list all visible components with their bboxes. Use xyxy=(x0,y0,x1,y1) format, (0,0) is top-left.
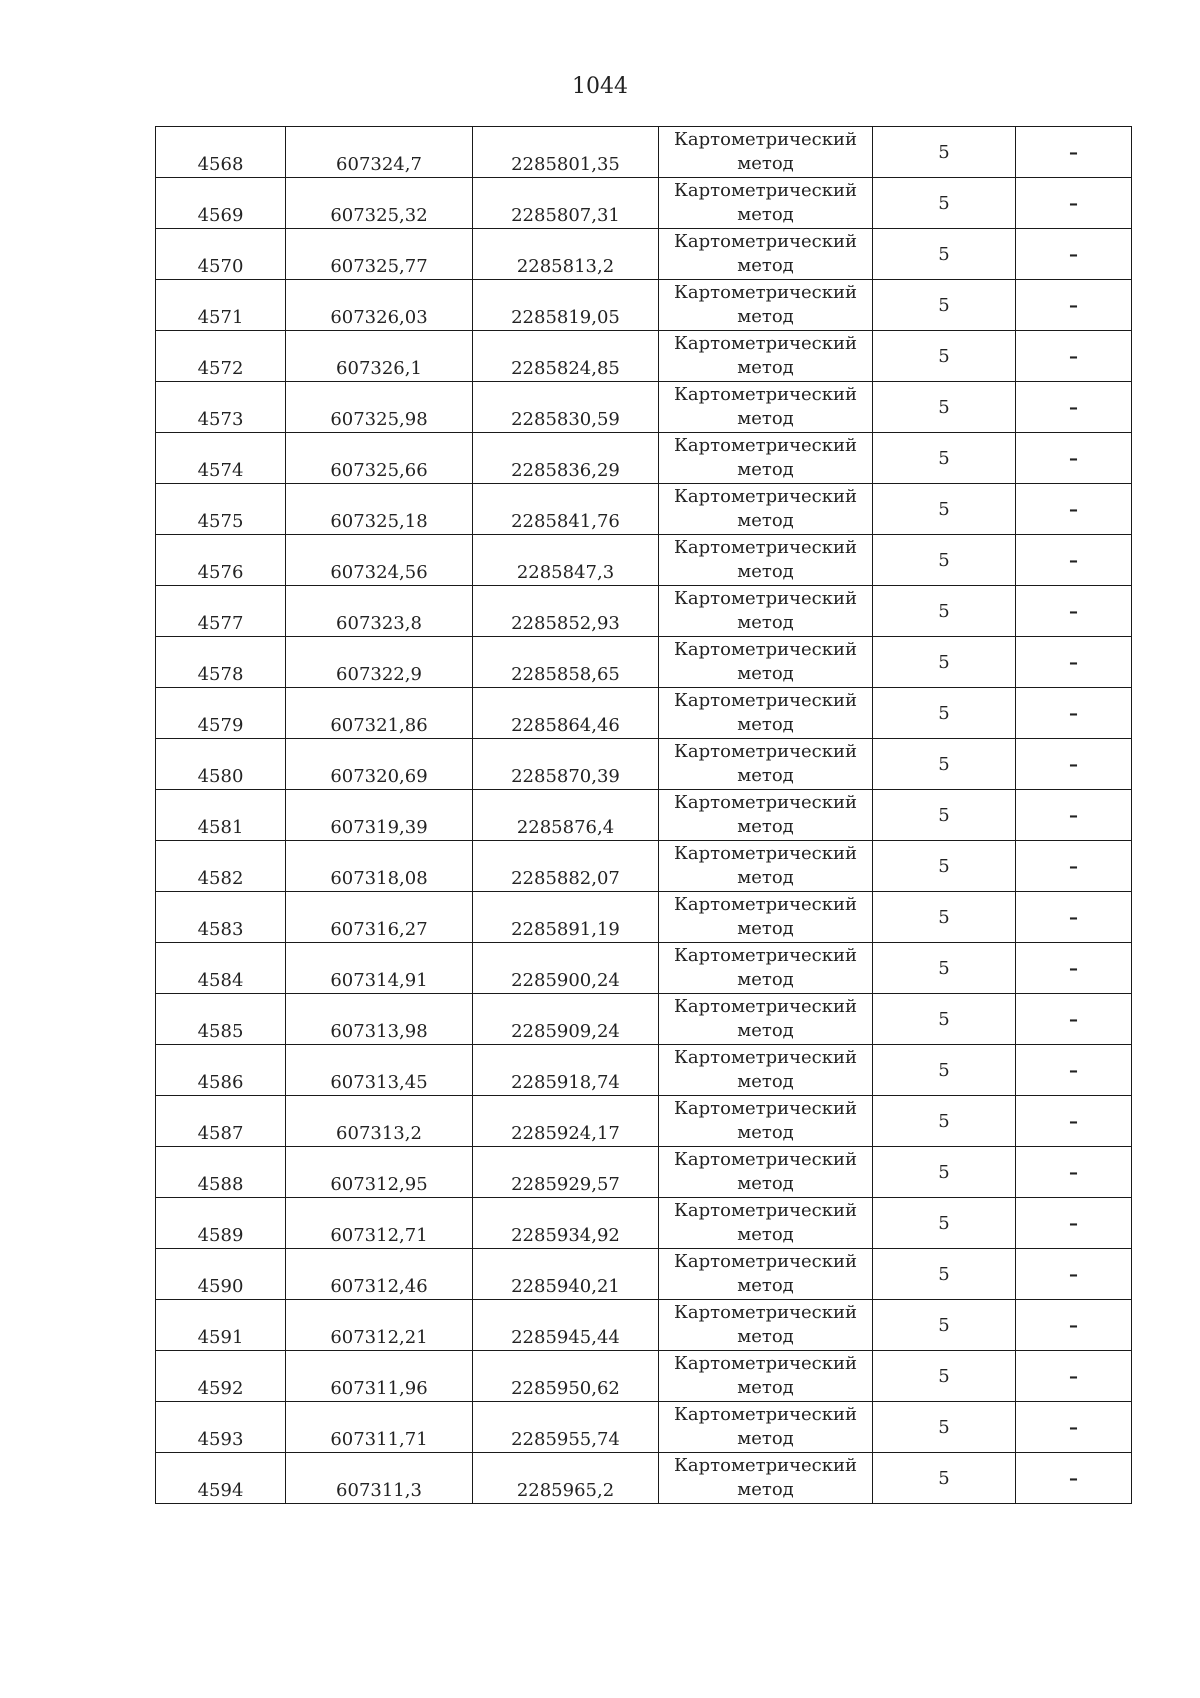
table-row xyxy=(156,1198,1132,1249)
accuracy-cell: 5 xyxy=(873,382,1016,433)
point-number-cell: 4579 xyxy=(156,688,286,739)
point-number-cell: 4576 xyxy=(156,535,286,586)
table-row xyxy=(156,535,1132,586)
method-line-2: метод xyxy=(737,204,794,225)
accuracy-cell: 5 xyxy=(873,790,1016,841)
method-line-2: метод xyxy=(737,612,794,633)
method-line-1: Картометрический xyxy=(674,282,857,303)
x-coordinate-cell: 607311,3 xyxy=(286,1453,473,1504)
description-cell: – xyxy=(1016,688,1132,739)
point-number-cell: 4582 xyxy=(156,841,286,892)
description-cell: – xyxy=(1016,841,1132,892)
method-cell xyxy=(659,841,873,892)
description-cell: – xyxy=(1016,484,1132,535)
accuracy-cell: 5 xyxy=(873,943,1016,994)
y-coordinate-cell: 2285900,24 xyxy=(473,943,659,994)
method-line-2: метод xyxy=(737,1173,794,1194)
point-number-cell: 4568 xyxy=(156,127,286,178)
method-cell xyxy=(659,688,873,739)
point-number-cell: 4585 xyxy=(156,994,286,1045)
method-line-1: Картометрический xyxy=(674,639,857,660)
table-row xyxy=(156,178,1132,229)
y-coordinate-cell: 2285830,59 xyxy=(473,382,659,433)
table-row xyxy=(156,229,1132,280)
description-cell: – xyxy=(1016,1351,1132,1402)
method-cell xyxy=(659,1453,873,1504)
method-cell xyxy=(659,790,873,841)
description-cell: – xyxy=(1016,943,1132,994)
y-coordinate-cell: 2285965,2 xyxy=(473,1453,659,1504)
table-row xyxy=(156,1402,1132,1453)
y-coordinate-cell: 2285882,07 xyxy=(473,841,659,892)
method-line-1: Картометрический xyxy=(674,1404,857,1425)
x-coordinate-cell: 607321,86 xyxy=(286,688,473,739)
point-number-cell: 4573 xyxy=(156,382,286,433)
y-coordinate-cell: 2285807,31 xyxy=(473,178,659,229)
accuracy-cell: 5 xyxy=(873,586,1016,637)
table-row xyxy=(156,688,1132,739)
method-cell xyxy=(659,280,873,331)
x-coordinate-cell: 607311,96 xyxy=(286,1351,473,1402)
table-row xyxy=(156,331,1132,382)
description-cell: – xyxy=(1016,280,1132,331)
method-line-1: Картометрический xyxy=(674,690,857,711)
point-number-cell: 4590 xyxy=(156,1249,286,1300)
coordinates-table-body xyxy=(156,127,1132,1504)
accuracy-cell: 5 xyxy=(873,637,1016,688)
method-line-2: метод xyxy=(737,918,794,939)
method-cell xyxy=(659,994,873,1045)
method-line-1: Картометрический xyxy=(674,333,857,354)
accuracy-cell: 5 xyxy=(873,229,1016,280)
x-coordinate-cell: 607324,7 xyxy=(286,127,473,178)
method-cell xyxy=(659,1351,873,1402)
method-line-1: Картометрический xyxy=(674,1047,857,1068)
table-row xyxy=(156,739,1132,790)
method-line-1: Картометрический xyxy=(674,231,857,252)
method-cell xyxy=(659,943,873,994)
method-line-2: метод xyxy=(737,1326,794,1347)
table-row xyxy=(156,586,1132,637)
point-number-cell: 4588 xyxy=(156,1147,286,1198)
point-number-cell: 4580 xyxy=(156,739,286,790)
x-coordinate-cell: 607313,98 xyxy=(286,994,473,1045)
x-coordinate-cell: 607312,95 xyxy=(286,1147,473,1198)
accuracy-cell: 5 xyxy=(873,1249,1016,1300)
description-cell: – xyxy=(1016,994,1132,1045)
accuracy-cell: 5 xyxy=(873,841,1016,892)
method-line-1: Картометрический xyxy=(674,996,857,1017)
x-coordinate-cell: 607313,2 xyxy=(286,1096,473,1147)
description-cell: – xyxy=(1016,1300,1132,1351)
method-cell xyxy=(659,229,873,280)
x-coordinate-cell: 607325,32 xyxy=(286,178,473,229)
y-coordinate-cell: 2285940,21 xyxy=(473,1249,659,1300)
point-number-cell: 4589 xyxy=(156,1198,286,1249)
method-line-2: метод xyxy=(737,1479,794,1500)
description-cell: – xyxy=(1016,586,1132,637)
method-cell xyxy=(659,382,873,433)
accuracy-cell: 5 xyxy=(873,1096,1016,1147)
table-row xyxy=(156,1351,1132,1402)
method-line-2: метод xyxy=(737,1020,794,1041)
accuracy-cell: 5 xyxy=(873,1147,1016,1198)
method-line-1: Картометрический xyxy=(674,384,857,405)
table-row xyxy=(156,484,1132,535)
description-cell: – xyxy=(1016,790,1132,841)
method-line-1: Картометрический xyxy=(674,1200,857,1221)
y-coordinate-cell: 2285909,24 xyxy=(473,994,659,1045)
method-cell xyxy=(659,1045,873,1096)
x-coordinate-cell: 607326,03 xyxy=(286,280,473,331)
accuracy-cell: 5 xyxy=(873,892,1016,943)
accuracy-cell: 5 xyxy=(873,688,1016,739)
method-cell xyxy=(659,739,873,790)
accuracy-cell: 5 xyxy=(873,535,1016,586)
point-number-cell: 4578 xyxy=(156,637,286,688)
method-cell xyxy=(659,637,873,688)
method-line-1: Картометрический xyxy=(674,1302,857,1323)
point-number-cell: 4591 xyxy=(156,1300,286,1351)
description-cell: – xyxy=(1016,1045,1132,1096)
method-line-2: метод xyxy=(737,306,794,327)
description-cell: – xyxy=(1016,229,1132,280)
method-line-2: метод xyxy=(737,1224,794,1245)
y-coordinate-cell: 2285918,74 xyxy=(473,1045,659,1096)
accuracy-cell: 5 xyxy=(873,484,1016,535)
table-row xyxy=(156,1045,1132,1096)
method-line-2: метод xyxy=(737,1122,794,1143)
table-row xyxy=(156,790,1132,841)
point-number-cell: 4574 xyxy=(156,433,286,484)
description-cell: – xyxy=(1016,178,1132,229)
table-row xyxy=(156,433,1132,484)
x-coordinate-cell: 607320,69 xyxy=(286,739,473,790)
method-line-2: метод xyxy=(737,1428,794,1449)
table-row xyxy=(156,994,1132,1045)
x-coordinate-cell: 607313,45 xyxy=(286,1045,473,1096)
method-line-1: Картометрический xyxy=(674,486,857,507)
x-coordinate-cell: 607322,9 xyxy=(286,637,473,688)
y-coordinate-cell: 2285945,44 xyxy=(473,1300,659,1351)
method-line-2: метод xyxy=(737,1377,794,1398)
y-coordinate-cell: 2285836,29 xyxy=(473,433,659,484)
table-row xyxy=(156,1453,1132,1504)
point-number-cell: 4594 xyxy=(156,1453,286,1504)
y-coordinate-cell: 2285876,4 xyxy=(473,790,659,841)
point-number-cell: 4569 xyxy=(156,178,286,229)
y-coordinate-cell: 2285950,62 xyxy=(473,1351,659,1402)
accuracy-cell: 5 xyxy=(873,1045,1016,1096)
x-coordinate-cell: 607319,39 xyxy=(286,790,473,841)
y-coordinate-cell: 2285924,17 xyxy=(473,1096,659,1147)
table-row xyxy=(156,1249,1132,1300)
accuracy-cell: 5 xyxy=(873,1453,1016,1504)
method-line-1: Картометрический xyxy=(674,741,857,762)
description-cell: – xyxy=(1016,382,1132,433)
table-row xyxy=(156,1096,1132,1147)
method-line-1: Картометрический xyxy=(674,843,857,864)
accuracy-cell: 5 xyxy=(873,178,1016,229)
description-cell: – xyxy=(1016,331,1132,382)
y-coordinate-cell: 2285870,39 xyxy=(473,739,659,790)
y-coordinate-cell: 2285824,85 xyxy=(473,331,659,382)
point-number-cell: 4593 xyxy=(156,1402,286,1453)
method-line-1: Картометрический xyxy=(674,1251,857,1272)
point-number-cell: 4572 xyxy=(156,331,286,382)
y-coordinate-cell: 2285864,46 xyxy=(473,688,659,739)
method-line-2: метод xyxy=(737,459,794,480)
point-number-cell: 4577 xyxy=(156,586,286,637)
y-coordinate-cell: 2285847,3 xyxy=(473,535,659,586)
table-row xyxy=(156,1300,1132,1351)
method-cell xyxy=(659,586,873,637)
method-line-1: Картометрический xyxy=(674,588,857,609)
method-line-2: метод xyxy=(737,408,794,429)
coordinates-table xyxy=(155,126,1132,1504)
method-line-1: Картометрический xyxy=(674,537,857,558)
method-cell xyxy=(659,1198,873,1249)
description-cell: – xyxy=(1016,739,1132,790)
description-cell: – xyxy=(1016,1147,1132,1198)
method-cell xyxy=(659,535,873,586)
description-cell: – xyxy=(1016,637,1132,688)
description-cell: – xyxy=(1016,1402,1132,1453)
x-coordinate-cell: 607312,71 xyxy=(286,1198,473,1249)
description-cell: – xyxy=(1016,1249,1132,1300)
method-cell xyxy=(659,127,873,178)
method-cell xyxy=(659,433,873,484)
y-coordinate-cell: 2285801,35 xyxy=(473,127,659,178)
point-number-cell: 4587 xyxy=(156,1096,286,1147)
method-line-2: метод xyxy=(737,714,794,735)
y-coordinate-cell: 2285841,76 xyxy=(473,484,659,535)
accuracy-cell: 5 xyxy=(873,331,1016,382)
page-number: 1044 xyxy=(572,74,628,99)
method-line-1: Картометрический xyxy=(674,792,857,813)
point-number-cell: 4586 xyxy=(156,1045,286,1096)
y-coordinate-cell: 2285819,05 xyxy=(473,280,659,331)
description-cell: – xyxy=(1016,1198,1132,1249)
method-line-2: метод xyxy=(737,357,794,378)
accuracy-cell: 5 xyxy=(873,280,1016,331)
accuracy-cell: 5 xyxy=(873,127,1016,178)
method-line-1: Картометрический xyxy=(674,894,857,915)
x-coordinate-cell: 607318,08 xyxy=(286,841,473,892)
accuracy-cell: 5 xyxy=(873,433,1016,484)
method-line-1: Картометрический xyxy=(674,129,857,150)
method-line-2: метод xyxy=(737,153,794,174)
method-line-1: Картометрический xyxy=(674,435,857,456)
table-row xyxy=(156,943,1132,994)
x-coordinate-cell: 607312,21 xyxy=(286,1300,473,1351)
method-cell xyxy=(659,1249,873,1300)
description-cell: – xyxy=(1016,433,1132,484)
description-cell: – xyxy=(1016,1453,1132,1504)
x-coordinate-cell: 607323,8 xyxy=(286,586,473,637)
method-cell xyxy=(659,484,873,535)
table-row xyxy=(156,1147,1132,1198)
table-row xyxy=(156,127,1132,178)
accuracy-cell: 5 xyxy=(873,994,1016,1045)
method-line-1: Картометрический xyxy=(674,180,857,201)
method-line-1: Картометрический xyxy=(674,1353,857,1374)
method-line-2: метод xyxy=(737,816,794,837)
x-coordinate-cell: 607325,66 xyxy=(286,433,473,484)
method-line-2: метод xyxy=(737,1275,794,1296)
method-line-2: метод xyxy=(737,765,794,786)
x-coordinate-cell: 607311,71 xyxy=(286,1402,473,1453)
accuracy-cell: 5 xyxy=(873,739,1016,790)
table-row xyxy=(156,841,1132,892)
description-cell: – xyxy=(1016,535,1132,586)
accuracy-cell: 5 xyxy=(873,1402,1016,1453)
method-line-2: метод xyxy=(737,561,794,582)
point-number-cell: 4581 xyxy=(156,790,286,841)
x-coordinate-cell: 607324,56 xyxy=(286,535,473,586)
method-cell xyxy=(659,1147,873,1198)
point-number-cell: 4592 xyxy=(156,1351,286,1402)
point-number-cell: 4583 xyxy=(156,892,286,943)
y-coordinate-cell: 2285955,74 xyxy=(473,1402,659,1453)
method-line-2: метод xyxy=(737,663,794,684)
method-cell xyxy=(659,331,873,382)
y-coordinate-cell: 2285813,2 xyxy=(473,229,659,280)
y-coordinate-cell: 2285934,92 xyxy=(473,1198,659,1249)
x-coordinate-cell: 607312,46 xyxy=(286,1249,473,1300)
accuracy-cell: 5 xyxy=(873,1198,1016,1249)
point-number-cell: 4575 xyxy=(156,484,286,535)
accuracy-cell: 5 xyxy=(873,1300,1016,1351)
method-line-2: метод xyxy=(737,510,794,531)
table-row xyxy=(156,637,1132,688)
method-line-1: Картометрический xyxy=(674,1149,857,1170)
method-line-1: Картометрический xyxy=(674,945,857,966)
x-coordinate-cell: 607314,91 xyxy=(286,943,473,994)
x-coordinate-cell: 607326,1 xyxy=(286,331,473,382)
method-cell xyxy=(659,892,873,943)
method-cell xyxy=(659,1300,873,1351)
x-coordinate-cell: 607316,27 xyxy=(286,892,473,943)
method-line-2: метод xyxy=(737,255,794,276)
description-cell: – xyxy=(1016,892,1132,943)
method-cell xyxy=(659,178,873,229)
method-line-2: метод xyxy=(737,867,794,888)
x-coordinate-cell: 607325,18 xyxy=(286,484,473,535)
description-cell: – xyxy=(1016,1096,1132,1147)
method-line-2: метод xyxy=(737,969,794,990)
table-row xyxy=(156,892,1132,943)
point-number-cell: 4584 xyxy=(156,943,286,994)
method-line-1: Картометрический xyxy=(674,1455,857,1476)
table-row xyxy=(156,382,1132,433)
y-coordinate-cell: 2285852,93 xyxy=(473,586,659,637)
point-number-cell: 4571 xyxy=(156,280,286,331)
y-coordinate-cell: 2285858,65 xyxy=(473,637,659,688)
point-number-cell: 4570 xyxy=(156,229,286,280)
y-coordinate-cell: 2285891,19 xyxy=(473,892,659,943)
accuracy-cell: 5 xyxy=(873,1351,1016,1402)
method-line-1: Картометрический xyxy=(674,1098,857,1119)
method-cell xyxy=(659,1402,873,1453)
description-cell: – xyxy=(1016,127,1132,178)
x-coordinate-cell: 607325,77 xyxy=(286,229,473,280)
y-coordinate-cell: 2285929,57 xyxy=(473,1147,659,1198)
method-line-2: метод xyxy=(737,1071,794,1092)
table-row xyxy=(156,280,1132,331)
x-coordinate-cell: 607325,98 xyxy=(286,382,473,433)
method-cell xyxy=(659,1096,873,1147)
